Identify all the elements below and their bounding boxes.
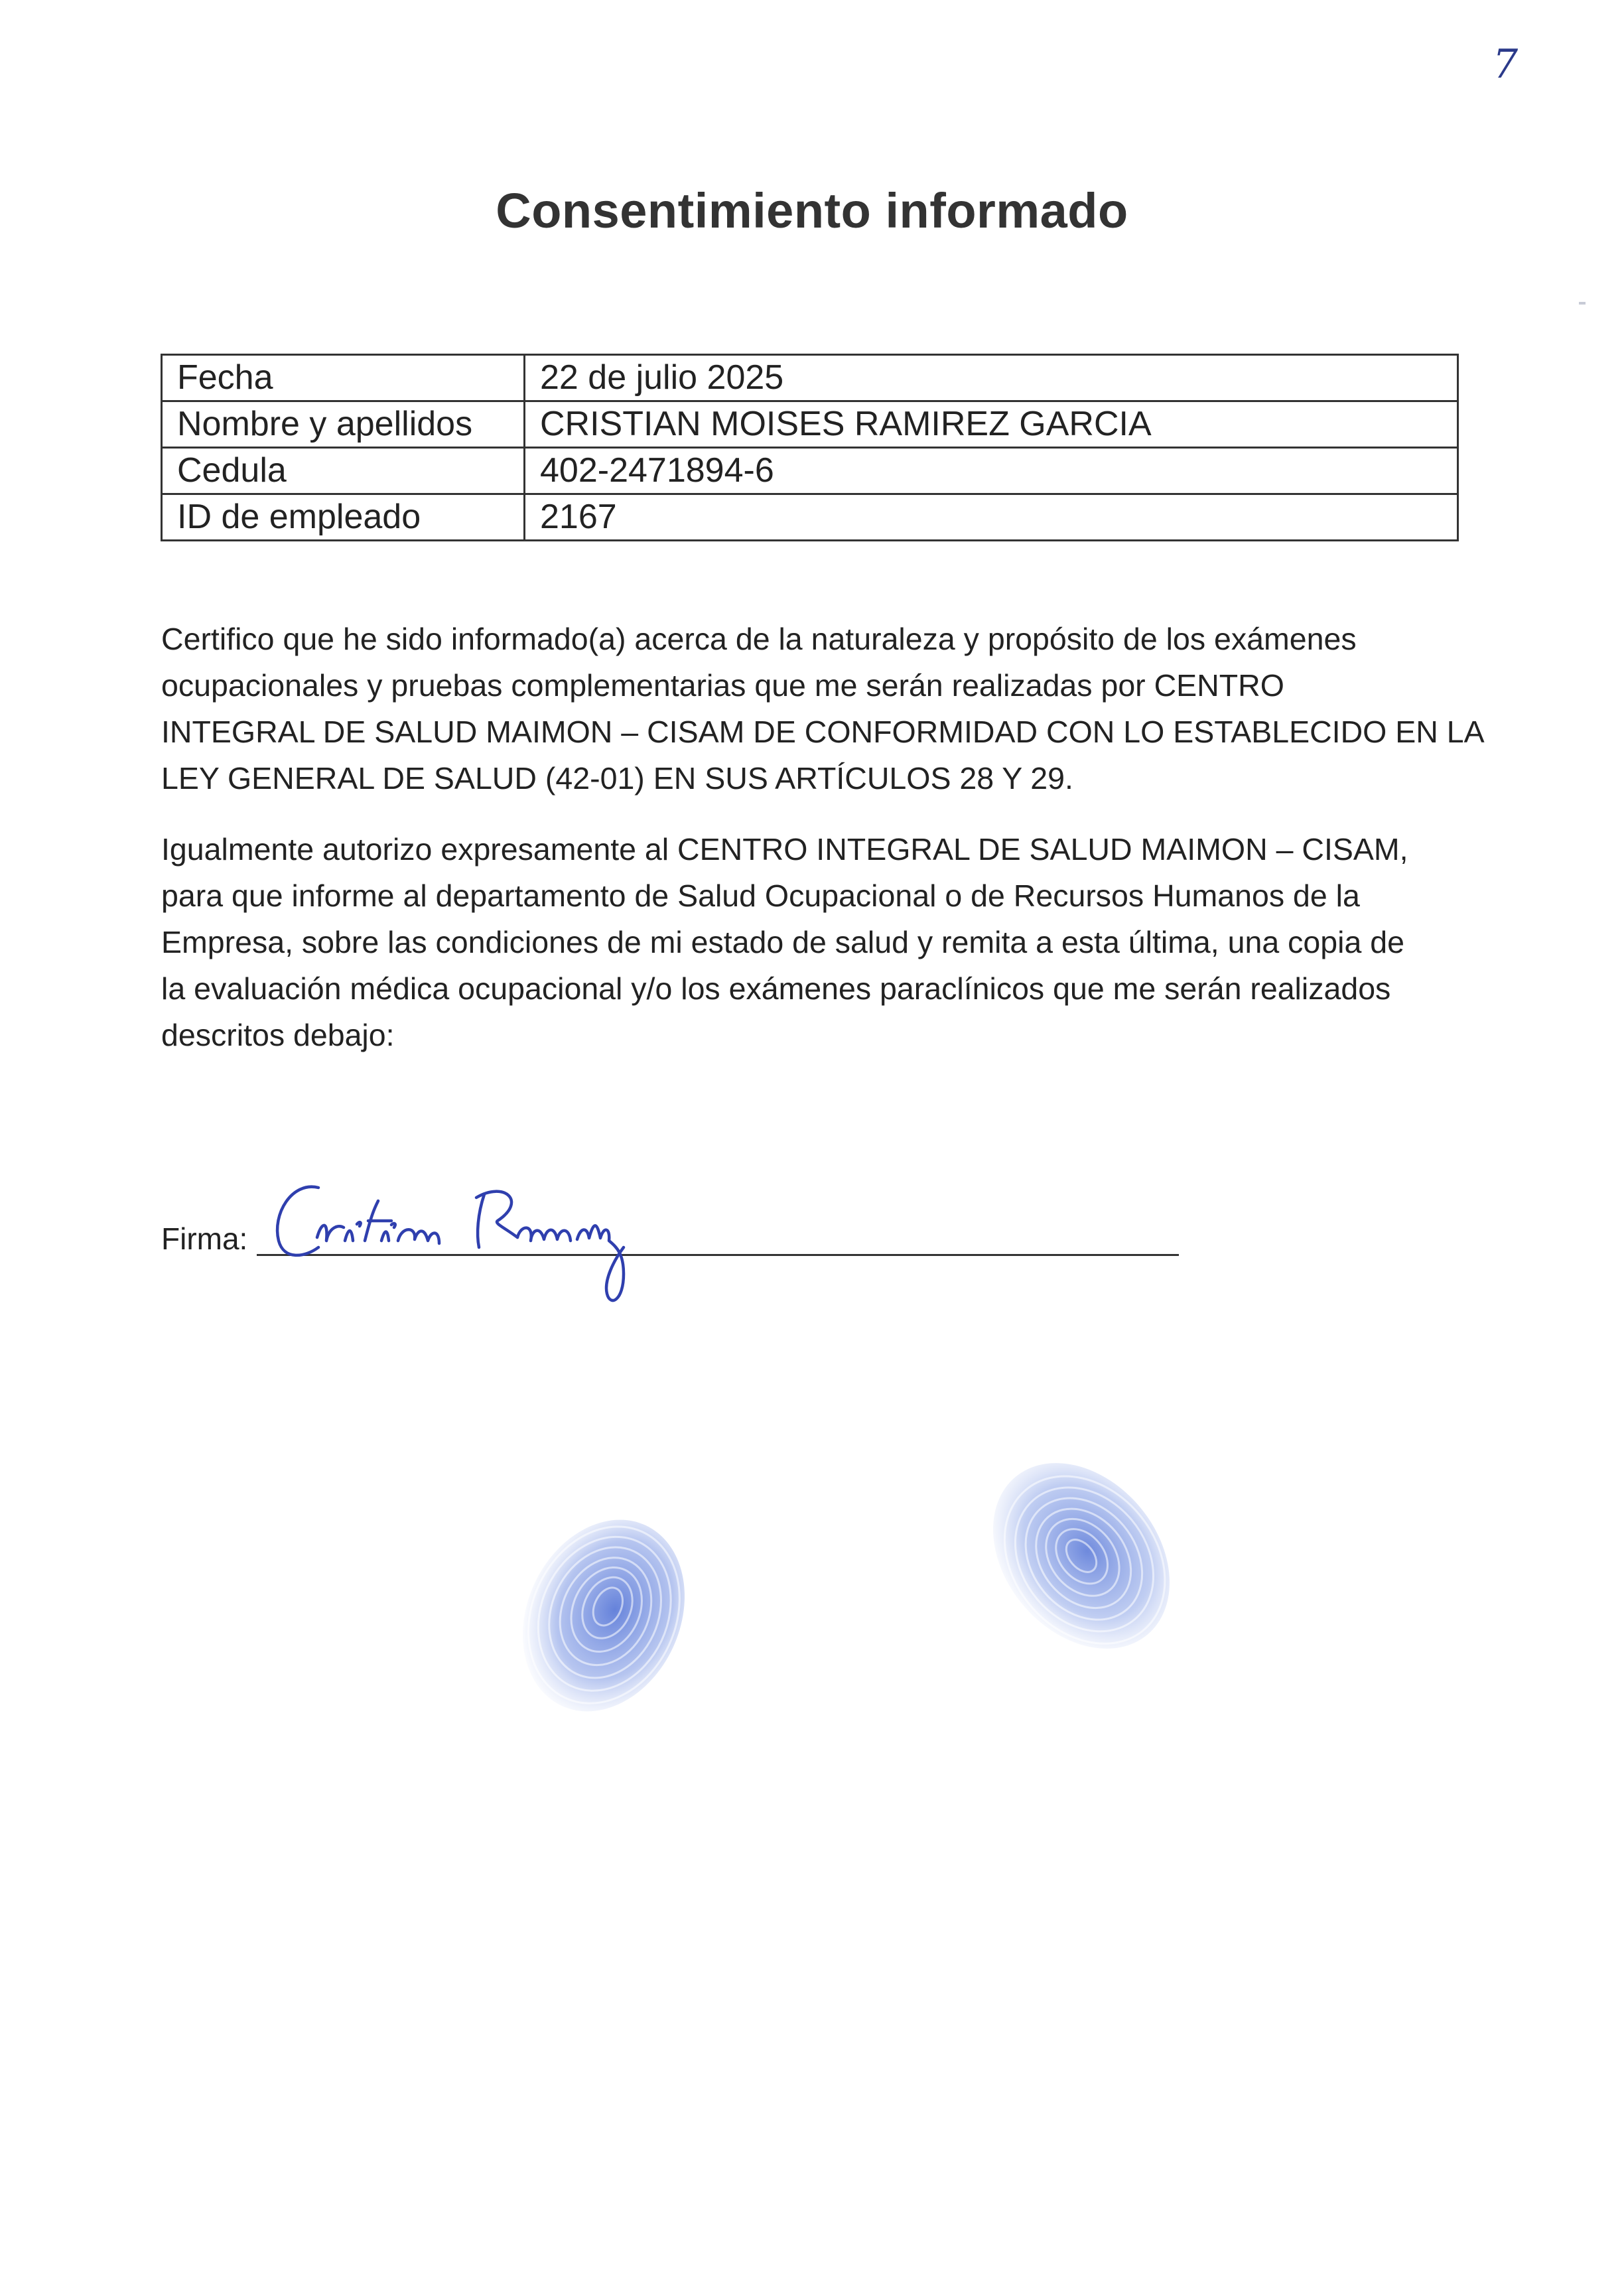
signature-label: Firma:	[161, 1221, 248, 1256]
scan-speck	[1579, 302, 1586, 305]
table-row	[162, 355, 1458, 401]
paragraph-line: para que informe al departamento de Salud Ocupacional o de Recursos Humanos de la	[161, 878, 1360, 913]
row-label-fecha: Fecha	[162, 355, 525, 401]
paragraph-line: ocupacionales y pruebas complementarias que me serán realizadas por CENTRO	[161, 668, 1284, 703]
row-value-fecha: 22 de julio 2025	[525, 355, 1458, 401]
row-label-nombre: Nombre y apellidos	[162, 401, 525, 448]
row-label-cedula: Cedula	[162, 448, 525, 494]
handwritten-signature	[265, 1174, 716, 1320]
document-title: Consentimiento informado	[496, 183, 1128, 238]
left-fingerprint	[504, 1506, 703, 1725]
paragraph-line: Empresa, sobre las condiciones de mi estado de salud y remita a esta última, una copia de	[161, 925, 1404, 959]
table-row	[162, 448, 1458, 494]
info-table	[161, 354, 1459, 541]
authorization-paragraph	[161, 826, 1481, 1058]
paragraph-line: Certifico que he sido informado(a) acerca de la naturaleza y propósito de los exámenes	[161, 622, 1357, 656]
row-value-nombre: CRISTIAN MOISES RAMIREZ GARCIA	[525, 401, 1458, 448]
row-label-id-empleado: ID de empleado	[162, 494, 525, 541]
paragraph-line: LEY GENERAL DE SALUD (42-01) EN SUS ARTÍCULOS 28 Y 29.	[161, 761, 1073, 796]
page-number: 7	[1493, 41, 1519, 88]
paragraph-line: descritos debajo:	[161, 1018, 395, 1052]
row-value-cedula: 402-2471894-6	[525, 448, 1458, 494]
row-value-id-empleado: 2167	[525, 494, 1458, 541]
table-row	[162, 494, 1458, 541]
paragraph-line: la evaluación médica ocupacional y/o los exámenes paraclínicos que me serán realizados	[161, 971, 1391, 1006]
paragraph-line: INTEGRAL DE SALUD MAIMON – CISAM DE CONFORMIDAD CON LO ESTABLECIDO EN LA	[161, 715, 1485, 749]
paragraph-line: Igualmente autorizo expresamente al CENTRO INTEGRAL DE SALUD MAIMON – CISAM,	[161, 832, 1408, 867]
table-row	[162, 401, 1458, 448]
right-fingerprint	[969, 1446, 1194, 1665]
certification-paragraph	[161, 616, 1485, 801]
